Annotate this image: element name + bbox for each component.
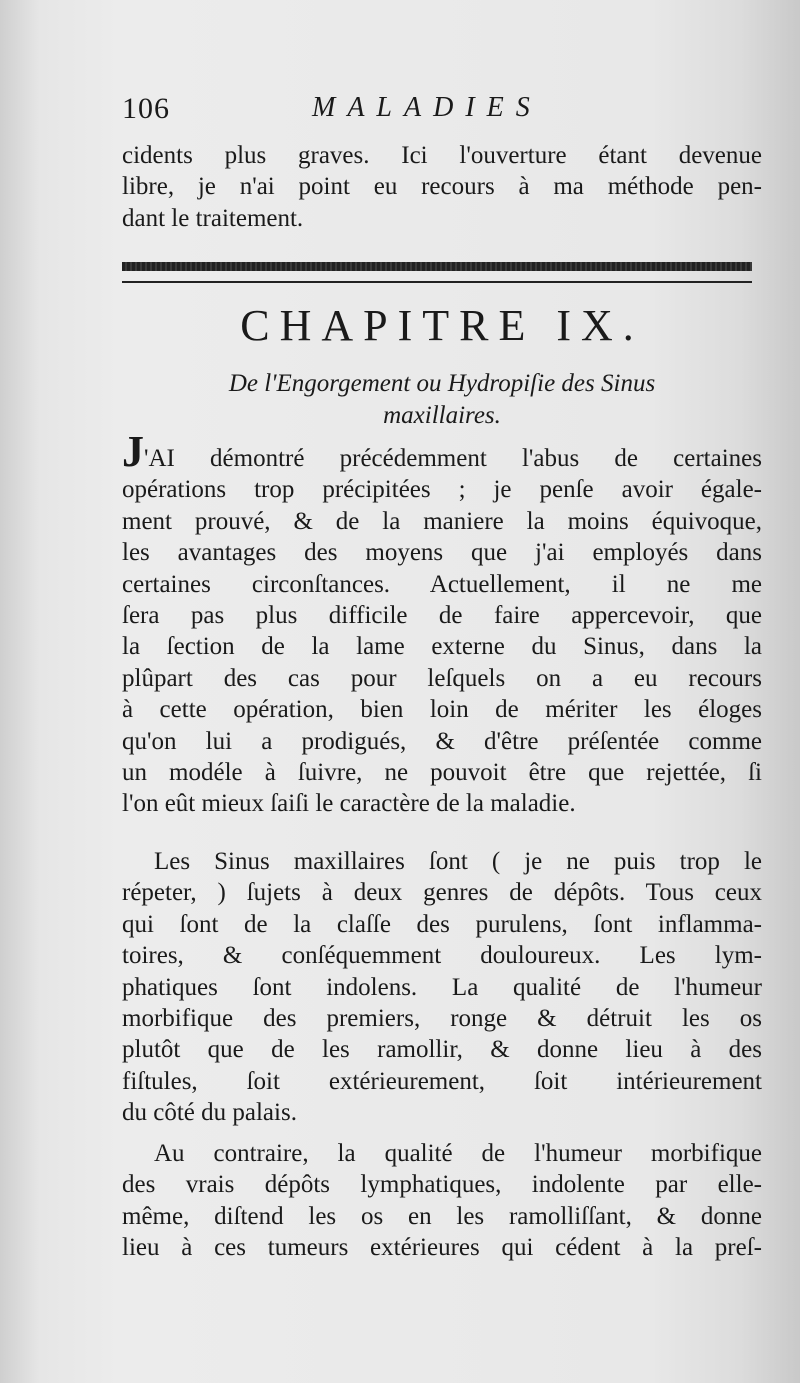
subtitle-line: maxillaires. [383,402,501,429]
text-line: morbifique des premiers, ronge & détruit les os [122,1005,762,1033]
text-line: opérations trop précipitées ; je penſe avoir égale- [122,476,762,504]
text-line: même, diſtend les os en les ramolliſſant, & donne [122,1202,762,1230]
text-line: Les Sinus maxillaires ſont ( je ne puis trop le [154,848,762,875]
text-line: des vrais dépôts lymphatiques, indolente par elle- [122,1171,762,1199]
text-line: dant le traitement. [122,204,304,232]
text-line: fiſtules, ſoit extérieurement, ſoit intérieurement [122,1067,762,1095]
text-line: du côté du palais. [122,1099,297,1127]
text-line: l'on eût mieux ſaiſi le caractère de la maladie. [122,790,576,818]
text-line: certaines circonſtances. Actuellement, il ne me [122,570,762,598]
chapter-title: CHAPITRE IX. [240,301,644,350]
text-line: à cette opération, bien loin de mériter les éloges [122,696,762,724]
page-header [122,92,762,132]
text-line: lieu à ces tumeurs extérieures qui cédent à la preſ- [122,1234,762,1262]
paragraph-2 [122,846,762,1129]
text-line: répeter, ) ſujets à deux genres de dépôts. Tous ceux [122,879,762,907]
text-line: libre, je n'ai point eu recours à ma méthode pen- [122,173,762,201]
text-line: les avantages des moyens que j'ai employés dans [122,539,762,567]
divider-line [122,281,752,283]
page-number: 106 [122,92,170,125]
text-line: ſera pas plus difficile de faire appercevoir, que [122,602,762,630]
ornamental-rule [122,262,752,271]
text-line: plûpart des cas pour leſquels on a eu recours [122,664,762,692]
text-line: qu'on lui a prodigués, & d'être préſentée comme [122,727,762,755]
paragraph-1 [122,427,762,820]
text-line: ment prouvé, & de la maniere la moins équivoque, [122,507,762,535]
text-line: phatiques ſont indolens. La qualité de l'humeur [122,973,762,1001]
text-line: qui ſont de la claſſe des purulens, ſont inflamma- [122,910,762,938]
running-head: MALADIES [312,92,542,123]
text-line: plutôt que de les ramollir, & donne lieu à des [122,1036,762,1064]
text-line: cidents plus graves. Ici l'ouverture étant devenue [122,142,762,169]
chapter-subtitle [122,368,762,432]
text-line: Au contraire, la qualité de l'humeur morbifique [154,1140,762,1167]
text-line: toires, & conſéquemment douloureux. Les lym- [122,942,762,970]
paragraph-3 [122,1138,762,1264]
text-line [122,427,762,476]
text-line: un modéle à ſuivre, ne pouvoit être que rejettée, ſi [122,759,762,787]
drop-cap: J [122,427,144,476]
intro-paragraph [122,140,762,234]
first-line-text: 'AI démontré précédemment l'abus de certaines [144,445,762,472]
subtitle-line: De l'Engorgement ou Hydropiſie des Sinus [228,370,656,397]
text-line: la ſection de la lame externe du Sinus, dans la [122,633,762,661]
